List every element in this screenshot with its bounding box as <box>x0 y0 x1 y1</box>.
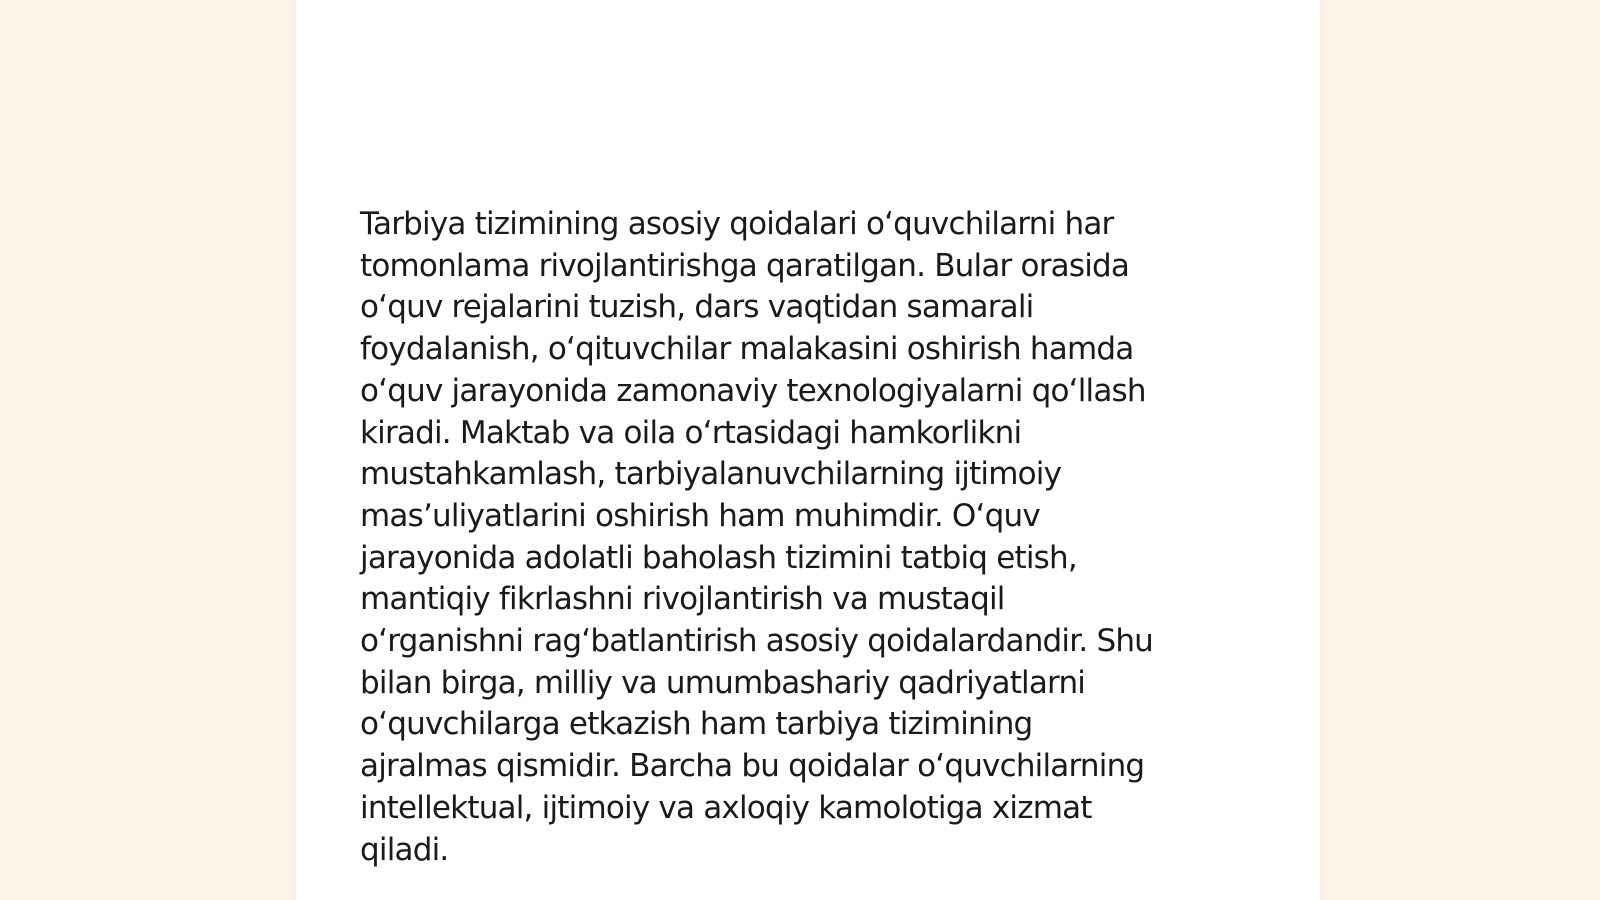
paragraph-line-15: intellektual, ijtimoiy va axloqiy kamolotiga xizmat <box>360 789 1092 826</box>
paragraph-line-6: kiradi. Maktab va oila o‘rtasidagi hamkorlikni <box>360 414 1022 451</box>
paragraph-line-9: jarayonida adolatli baholash tizimini tatbiq etish, <box>360 539 1077 576</box>
paragraph-line-1: Tarbiya tizimining asosiy qoidalari o‘quvchilarni har <box>360 206 1114 242</box>
paragraph-line-13: o‘quvchilarga etkazish ham tarbiya tizimining <box>360 706 1033 743</box>
paragraph-line-3: o‘quv rejalarini tuzish, dars vaqtidan samarali <box>360 289 1034 326</box>
paragraph-line-14: ajralmas qismidir. Barcha bu qoidalar o‘quvchilarning <box>360 748 1145 785</box>
paragraph-line-10: mantiqiy fikrlashni rivojlantirish va mustaqil <box>360 581 1005 618</box>
body-paragraph <box>360 204 1260 871</box>
paragraph-line-4: foydalanish, o‘qituvchilar malakasini oshirish hamda <box>360 331 1134 368</box>
paragraph-line-16: qiladi. <box>360 831 449 868</box>
paragraph-line-7: mustahkamlash, tarbiyalanuvchilarning ijtimoiy <box>360 456 1062 493</box>
paragraph-line-11: o‘rganishni rag‘batlantirish asosiy qoidalardandir. Shu <box>360 623 1154 660</box>
paragraph-line-8: mas’uliyatlarini oshirish ham muhimdir. O‘quv <box>360 497 1040 534</box>
paragraph-line-5: o‘quv jarayonida zamonaviy texnologiyalarni qo‘llash <box>360 372 1146 409</box>
paragraph-line-2: tomonlama rivojlantirishga qaratilgan. Bular orasida <box>360 247 1130 284</box>
document-page <box>296 0 1320 900</box>
paragraph-line-12: bilan birga, milliy va umumbashariy qadriyatlarni <box>360 664 1086 701</box>
